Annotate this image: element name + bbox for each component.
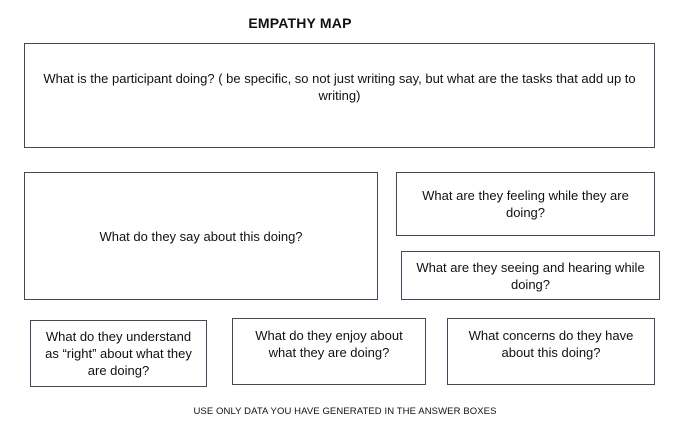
concerns-prompt-box	[447, 318, 655, 385]
understand-prompt-text: What do they understand as “right” about what they are doing?	[45, 329, 192, 378]
say-prompt-text: What do they say about this doing?	[99, 228, 303, 244]
seeing-hearing-prompt-text: What are they seeing and hearing while doing?	[416, 259, 645, 292]
feeling-prompt-box	[396, 172, 655, 236]
doing-prompt-box	[24, 43, 655, 148]
understand-prompt-box	[30, 320, 207, 387]
seeing-hearing-prompt-box	[401, 251, 660, 300]
feeling-prompt-text: What are they feeling while they are doing?	[422, 188, 629, 220]
enjoy-prompt-box	[232, 318, 426, 385]
footer-instruction: USE ONLY DATA YOU HAVE GENERATED IN THE ANSWER BOXES	[193, 406, 497, 417]
concerns-prompt-text: What concerns do they have about this doing?	[468, 328, 634, 360]
doing-prompt-text: What is the participant doing? ( be specific, so not just writing say, but what are the tasks that add up to writing)	[43, 71, 636, 103]
page-title: EMPATHY MAP	[248, 15, 352, 31]
say-prompt-box	[24, 172, 378, 300]
enjoy-prompt-text: What do they enjoy about what they are doing?	[255, 328, 403, 360]
